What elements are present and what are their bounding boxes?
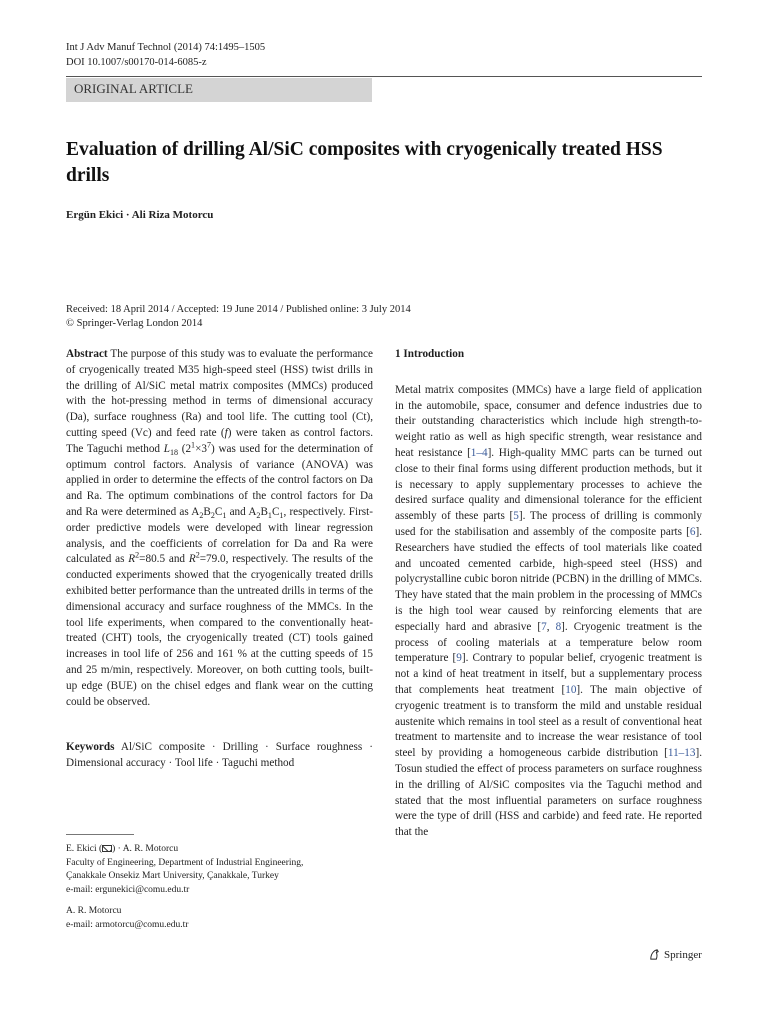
springer-horse-icon	[648, 948, 661, 961]
publisher-name: Springer	[664, 948, 702, 961]
abstract-label: Abstract	[66, 348, 108, 360]
introduction-text: Metal matrix composites (MMCs) have a large field of application in the automobile, space, consumer and defence industries due to their outstanding characteristics which include high strength-to-weight ratio as well as high specific strength, wear resistance and heat resistance [1–4]. High-quality MMC parts can be turned out close to their final forms using different production methods, but it is necessary to apply supplementary processes to achieve the desired surface quality and dimensional tolerance for the efficient assembly of these parts [5]. The process of drilling is commonly used for the stabilisation and assembly of the composite parts [6]. Researchers have studied the effects of tool materials like coated and uncoated cemented carbide, high-speed steel (HSS) and polycrystalline cubic boron nitride (PCBN) in the drilling of MMCs. They have stated that the main problem in the processing of MMCs is the high tool wear caused by reinforcing elements that are especially hard and abrasive [7, 8]. Cryogenic treatment is the process of cooling materials at a temperature below room temperature [9]. Contrary to popular belief, cryogenic treatment is not a kind of heat treatment in itself, but a supplementary process that complements heat treatment [10]. The main objective of cryogenic treatment is to transform the mild and unstable residual austenite which remains in tool steel as a result of conventional heat treatment to martensite and to increase the wear resistance of tool steel by providing a homogeneous carbide distribution [11–13]. Tosun studied the effect of process parameters on surface roughness in the drilling of Al/SiC composites via the Taguchi method and stated that the most influential parameters on surface roughness were the type of drill (HSS and carbide) and feed rate. He reported that the	[395, 383, 703, 839]
second-author: A. R. Motorcu	[66, 906, 122, 917]
journal-info	[66, 40, 265, 70]
citation-link[interactable]: 8	[555, 620, 562, 633]
citation-link[interactable]: 5	[513, 510, 519, 523]
right-column	[395, 347, 702, 841]
publication-dates	[66, 303, 411, 331]
doi[interactable]: DOI 10.1007/s00170-014-6085-z	[66, 57, 207, 68]
envelope-icon	[102, 845, 112, 852]
combo-ra: $A_2B_1C_1$	[248, 505, 284, 521]
email-motorcu[interactable]: e-mail: armotorcu@comu.edu.tr	[66, 919, 189, 930]
affiliation-dept: Faculty of Engineering, Department of Industrial Engineering,	[66, 857, 304, 868]
left-column	[66, 347, 373, 772]
affiliations	[66, 843, 376, 933]
citation-link[interactable]: 7	[541, 620, 547, 633]
abstract: Abstract The purpose of this study was to evaluate the performance of cryogenically treated M35 high-speed steel (HSS) twist drills in the drilling of Al/SiC metal matrix composites (MMCs) produced with the hot-pressing method in terms of dimensional accuracy (Da), surface roughness (Ra) and tool life. The cutting tool (Ct), cutting speed (Vc) and feed rate (f) were taken as control factors. The Taguchi method $L_{18}$ $(2^1\times 3^7)$ was used for the determination of optimum control factors. Analysis of variance (ANOVA) was applied in order to determine the effects of the control factors on Da and Ra. The optimum combinations of the control factors for Da and Ra were determined as $A_2B_2C_1$ and $A_2B_1C_1$, respectively. First-order predictive models were developed with linear regression analysis, and the coefficients of correlation for Da and Ra were calculated as $R^2=80.5$ and $R^2=79.0$, respectively. The results of the conducted experiments showed that the cryogenically treated drills exhibited better performance than the untreated drills in terms of the dimensional accuracy and surface roughness of the MMCs. In the tool life experiments, when compared to the conventionally heat-treated (CHT) tools, the cryogenically treated (CT) tools gained increases in tool life of 256 and 161 % at the cutting speeds of 15 and 25 m/min, respectively. Moreover, on both cutting tools, built-up edge (BUE) on the chisel edges and flank wear on the cutting could be observed.	[66, 348, 374, 708]
affiliation-univ: Çanakkale Onsekiz Mart University, Çanakkale, Turkey	[66, 871, 279, 882]
history-dates: Received: 18 April 2014 / Accepted: 19 June 2014 / Published online: 3 July 2014	[66, 304, 411, 315]
citation-link[interactable]: 11–13	[667, 747, 696, 760]
citation-link[interactable]: 1–4	[470, 446, 488, 459]
keywords-label: Keywords	[66, 741, 115, 754]
paper-title: Evaluation of drilling Al/SiC composites with cryogenically treated HSS drills	[66, 139, 663, 186]
combo-da: $A_2B_2C_1$	[191, 505, 227, 521]
corresponding-author: E. Ekici ( ) · A. R. Motorcu	[66, 844, 179, 854]
citation-link[interactable]: 6	[689, 525, 696, 538]
article-type-banner: ORIGINAL ARTICLE	[66, 78, 372, 102]
journal-citation: Int J Adv Manuf Technol (2014) 74:1495–1505	[66, 42, 266, 53]
section-heading-introduction: 1 Introduction	[395, 348, 465, 360]
publisher-logo	[648, 948, 702, 961]
citation-link[interactable]: 9	[456, 652, 462, 665]
keywords-text: Al/SiC composite · Drilling · Surface roughness · Dimensional accuracy · Tool life · Taguchi method	[66, 741, 373, 770]
footnote-rule	[66, 834, 134, 835]
citation-link[interactable]: 10	[565, 683, 577, 696]
copyright: © Springer-Verlag London 2014	[66, 318, 203, 329]
keywords	[66, 740, 373, 772]
header-rule	[66, 76, 702, 77]
email-ekici[interactable]: e-mail: ergunekici@comu.edu.tr	[66, 884, 190, 895]
authors: Ergün Ekici · Ali Riza Motorcu	[66, 209, 214, 221]
